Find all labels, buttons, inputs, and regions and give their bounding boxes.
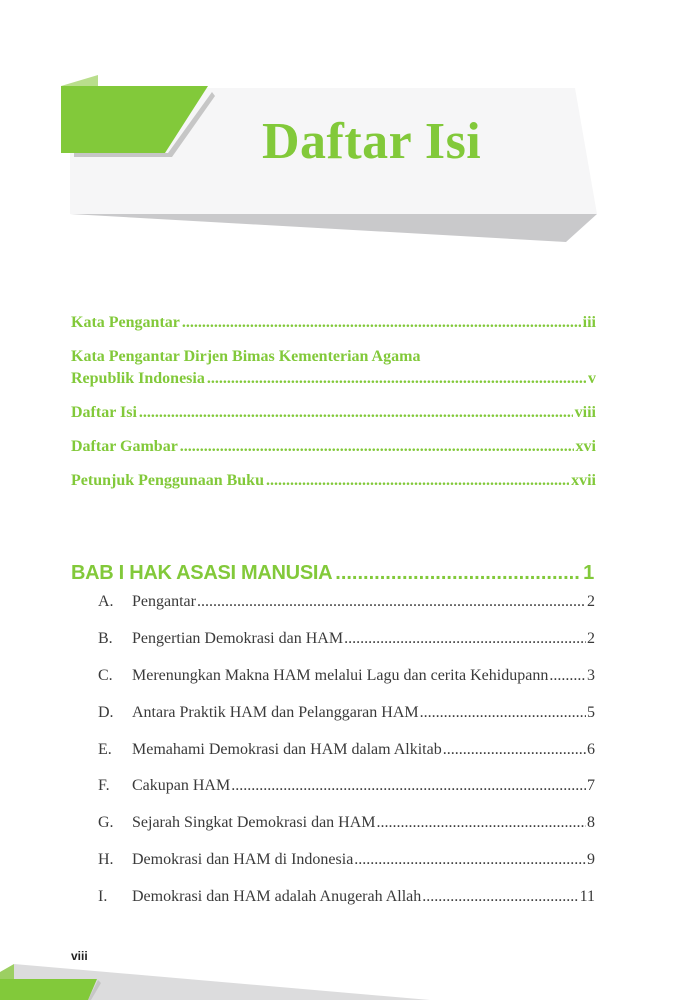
section-letter: B. (98, 629, 113, 647)
toc-entry[interactable] (71, 346, 596, 390)
section-letter: I. (98, 888, 108, 906)
toc-entry[interactable] (71, 402, 596, 424)
section-page: 6 (587, 740, 595, 758)
footer-decoration (0, 960, 687, 1000)
dot-leader (207, 368, 586, 390)
toc-entry-page: xvi (575, 438, 596, 455)
section-page: 7 (587, 777, 595, 795)
toc-entry-page: v (588, 370, 596, 387)
section-page: 3 (587, 666, 595, 684)
toc-entry[interactable] (71, 312, 596, 334)
toc-entry-page: xvii (571, 472, 596, 489)
dot-leader (197, 590, 586, 614)
section-title: Pengantar (132, 593, 196, 610)
section-page: 8 (587, 814, 595, 832)
page-title: Daftar Isi (262, 113, 482, 170)
section-page: 11 (579, 888, 595, 906)
section-row[interactable] (98, 774, 595, 798)
toc-entry[interactable] (71, 436, 596, 458)
toc-entry-label: Republik Indonesia (71, 370, 205, 387)
dot-leader (354, 848, 586, 872)
page-number: viii (71, 949, 88, 963)
toc-entry-page: iii (582, 314, 596, 331)
section-page: 9 (587, 851, 595, 869)
chapter-label: BAB I HAK ASASI MANUSIA (71, 562, 333, 584)
dot-leader (335, 560, 580, 586)
section-title: Memahami Demokrasi dan HAM dalam Alkitab (132, 740, 442, 758)
dot-leader (443, 738, 586, 762)
section-page: 2 (587, 629, 595, 647)
section-title: Antara Praktik HAM dan Pelanggaran HAM (132, 703, 419, 721)
section-row[interactable] (98, 885, 595, 909)
title-banner (0, 0, 687, 260)
section-letter: D. (98, 703, 114, 721)
section-letter: E. (98, 740, 112, 758)
dot-leader (180, 436, 574, 458)
toc-entry[interactable] (71, 470, 596, 492)
section-letter: H. (98, 851, 114, 869)
section-letter: A. (98, 593, 114, 610)
section-page: 5 (587, 703, 595, 721)
toc-entry-label: Daftar Gambar (71, 438, 178, 455)
dot-leader (139, 402, 573, 424)
section-row[interactable] (98, 848, 595, 872)
chapter-heading[interactable] (71, 560, 594, 586)
section-letter: C. (98, 666, 113, 684)
section-row[interactable] (98, 701, 595, 725)
section-title: Pengertian Demokrasi dan HAM (132, 629, 344, 647)
section-title: Merenungkan Makna HAM melalui Lagu dan cerita Kehidupann (132, 666, 549, 684)
dot-leader (182, 312, 581, 334)
section-letter: G. (98, 814, 114, 832)
chapter-page: 1 (583, 562, 594, 584)
section-row[interactable] (98, 738, 595, 762)
dot-leader (549, 664, 586, 688)
dot-leader (344, 627, 586, 651)
section-page: 2 (587, 593, 595, 610)
toc-entry-label-line1: Kata Pengantar Dirjen Bimas Kementerian Agama (71, 348, 421, 365)
dot-leader (377, 811, 586, 835)
section-letter: F. (98, 777, 110, 795)
dot-leader (231, 774, 586, 798)
section-title: Sejarah Singkat Demokrasi dan HAM (132, 814, 376, 832)
section-title: Demokrasi dan HAM adalah Anugerah Allah (132, 888, 422, 906)
toc-entry-label: Kata Pengantar (71, 314, 180, 331)
toc-entry-page: viii (574, 404, 596, 421)
section-row[interactable] (98, 627, 595, 651)
section-row[interactable] (98, 811, 595, 835)
front-matter-toc (71, 312, 596, 504)
dot-leader (422, 885, 578, 909)
dot-leader (420, 701, 586, 725)
section-title: Cakupan HAM (132, 777, 231, 795)
section-title: Demokrasi dan HAM di Indonesia (132, 851, 354, 869)
section-row[interactable] (98, 590, 595, 614)
toc-entry-label: Daftar Isi (71, 404, 137, 421)
section-row[interactable] (98, 664, 595, 688)
toc-entry-label: Petunjuk Penggunaan Buku (71, 472, 264, 489)
dot-leader (266, 470, 569, 492)
chapter-sections (98, 590, 595, 922)
